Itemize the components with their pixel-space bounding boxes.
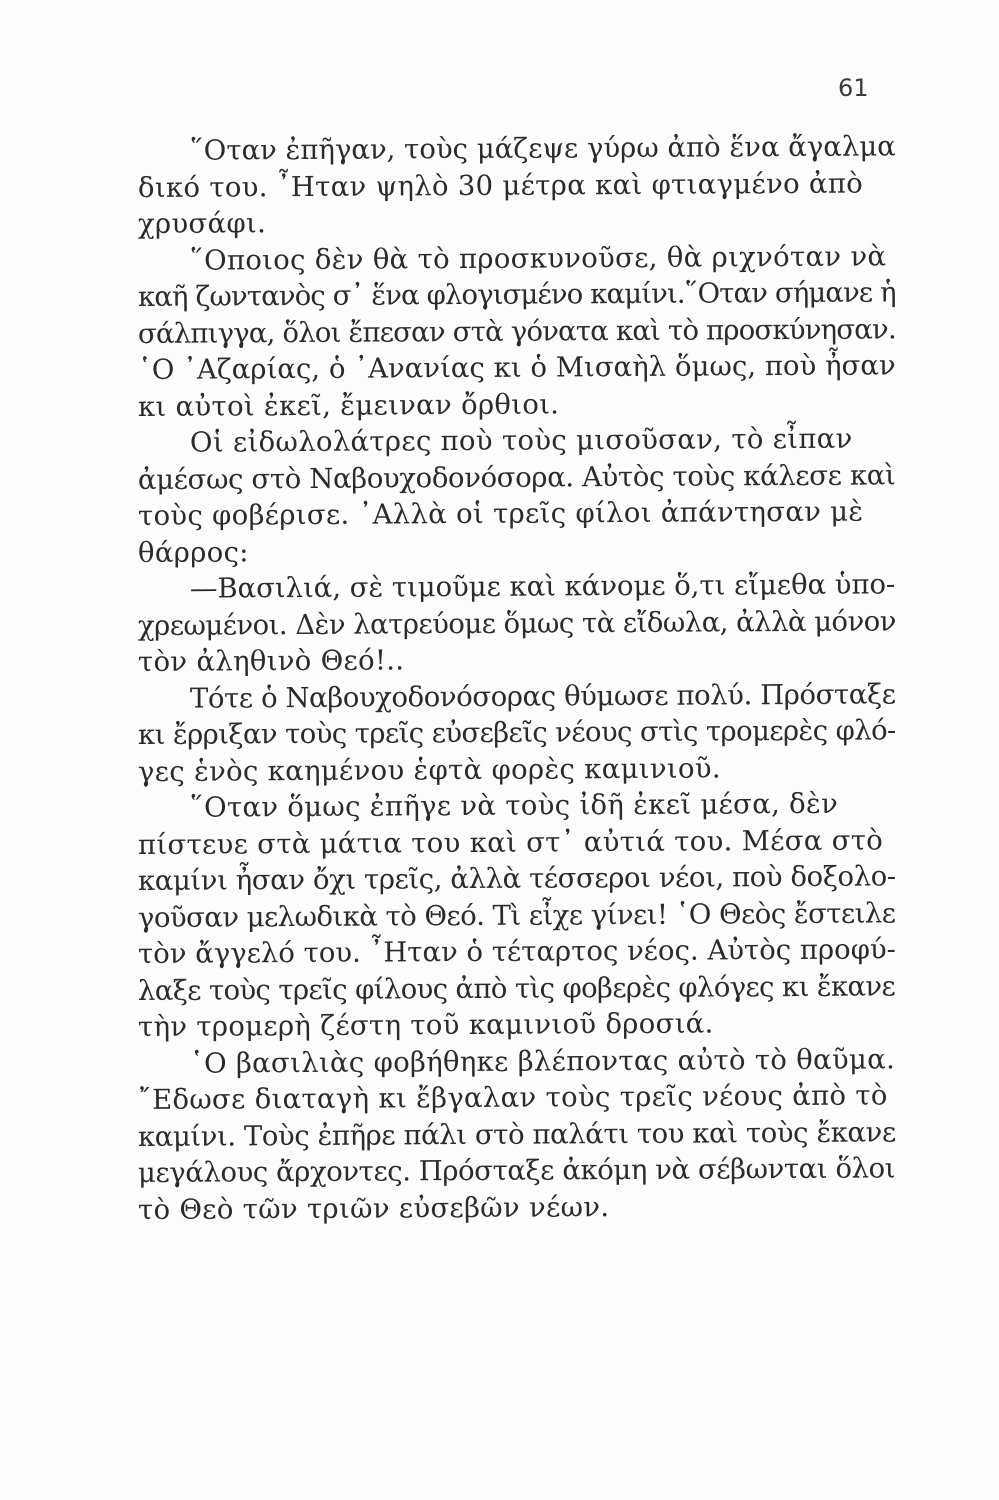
text-line: λαξε τοὺς τρεῖς φίλους ἀπὸ τὶς φοβερὲς φλόγες κι ἔκανε (137, 969, 896, 1007)
text-line: χρεωμένοι. Δὲν λατρεύομε ὅμως τὰ εἴδωλα, ἀλλὰ μόνον (137, 604, 897, 642)
text-line: γοῦσαν μελωδικὰ τὸ Θεό. Τὶ εἶχε γίνει! ῾Ο Θεὸς ἔστειλε (137, 896, 896, 934)
text-line: καῆ ζωντανὸς σ᾽ ἕνα φλογισμένο καμίνι.῞Οταν σήμανε ἡ (137, 276, 896, 313)
text-line: Οἱ εἰδωλολάτρες ποὺ τοὺς μισοῦσαν, τὸ εἶπαν (189, 422, 853, 459)
text-line: μεγάλους ἄρχοντες. Πρόσταξε ἀκόμη νὰ σέβωνται ὅλοι (137, 1152, 896, 1189)
text-line: ἀμέσως στὸ Ναβουχοδονόσορα. Αὐτὸς τοὺς κάλεσε καὶ (137, 458, 896, 496)
text-line: —Βασιλιά, σὲ τιμοῦμε καὶ κάνομε ὅ,τι εἴμεθα ὑπο- (189, 568, 896, 605)
text-line: ῞Οταν ὅμως ἐπῆγε νὰ τοὺς ἰδῆ ἐκεῖ μέσα, δὲν (189, 787, 839, 824)
text-line: πίστευε στὰ μάτια του καὶ στ᾽ αὐτιά του. Μέσα στὸ (137, 823, 884, 861)
text-line: χρυσάφι. (137, 207, 267, 240)
body-text (137, 130, 898, 1228)
text-line: τοὺς φοβέρισε. ᾿Αλλὰ οἱ τρεῖς φίλοι ἀπάντησαν μὲ (137, 495, 864, 532)
text-line: κι ἔρριξαν τοὺς τρεῖς εὐσεβεῖς νέους στὶς τρομερὲς φλό- (137, 714, 896, 751)
text-line: σάλπιγγα, ὅλοι ἔπεσαν στὰ γόνατα καὶ τὸ προσκύνησαν. (137, 312, 896, 350)
text-line: γες ἑνὸς καημένου ἑφτὰ φορὲς καμινιοῦ. (137, 751, 721, 788)
text-line: τὸν ἀληθινὸ Θεό!.. (137, 644, 405, 678)
text-line: καμίνι ἦσαν ὄχι τρεῖς, ἀλλὰ τέσσεροι νέοι, ποὺ δοξολο- (137, 860, 896, 897)
text-line: τὴν τρομερὴ ζέστη τοῦ καμινιοῦ δροσιά. (137, 1007, 714, 1043)
text-line: ῞Οταν ἐπῆγαν, τοὺς μάζεψε γύρω ἀπὸ ἕνα ἄγαλμα (189, 130, 896, 167)
text-line: τὸ Θεὸ τῶν τριῶν εὐσεβῶν νέων. (137, 1190, 610, 1226)
text-line: ῎Εδωσε διαταγὴ κι ἔβγαλαν τοὺς τρεῖς νέους ἀπὸ τὸ (137, 1079, 888, 1116)
text-line: ῾Ο ᾿Αζαρίας, ὁ ᾿Ανανίας κι ὁ Μισαὴλ ὅμως, ποὺ ἦσαν (137, 349, 896, 386)
text-line: ῞Οποιος δὲν θὰ τὸ προσκυνοῦσε, θὰ ριχνόταν νὰ (189, 239, 887, 277)
text-line: Τότε ὁ Ναβουχοδονόσορας θύμωσε πολύ. Πρόσταξε (189, 677, 896, 715)
page-number: 61 (838, 74, 869, 102)
text-line: καμίνι. Τοὺς ἐπῆρε πάλι στὸ παλάτι του καὶ τοὺς ἔκανε (137, 1115, 896, 1153)
text-line: ῾Ο βασιλιὰς φοβήθηκε βλέποντας αὐτὸ τὸ θαῦμα. (189, 1042, 896, 1080)
text-line: δικό του. ῏Ηταν ψηλὸ 30 μέτρα καὶ φτιαγμένο ἀπὸ (137, 167, 864, 204)
text-line: θάρρος: (137, 535, 249, 569)
text-line: τὸν ἄγγελό του. ῏Ηταν ὁ τέταρτος νέος. Αὐτὸς προφύ- (137, 933, 897, 970)
text-line: κι αὐτοὶ ἐκεῖ, ἔμειναν ὄρθιοι. (137, 387, 560, 423)
